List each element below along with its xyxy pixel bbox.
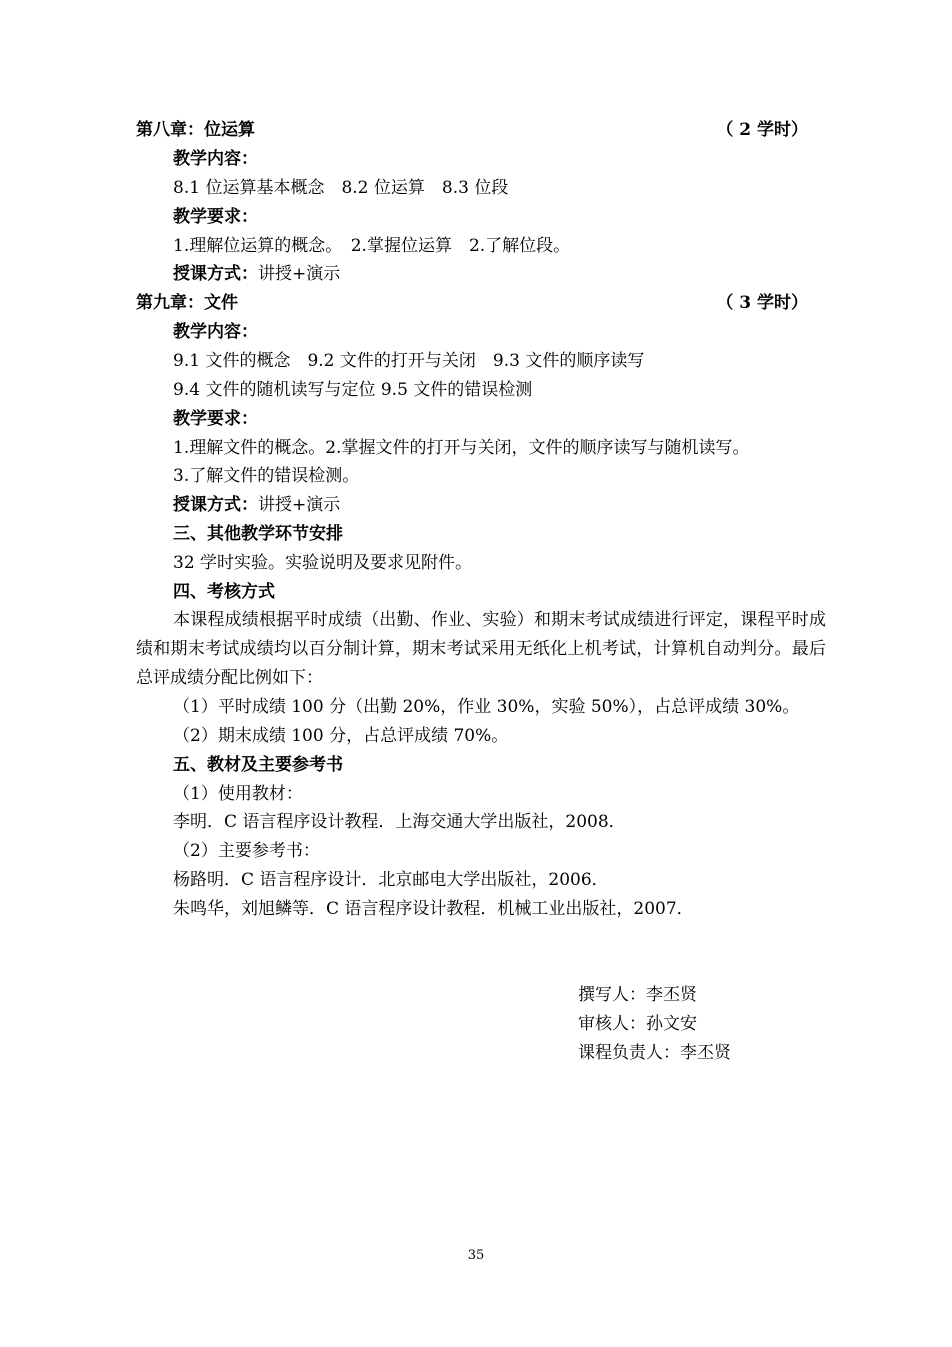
reference-entry-1: 杨路明．C 语言程序设计．北京邮电大学出版社，2006． [173,870,609,890]
chapter-8-requirements: 1.理解位运算的概念。 2.掌握位运算 2.了解位段。 [173,236,571,256]
section-4-heading: 四、考核方式 [173,582,275,602]
section-4-item-1: （1）平时成绩 100 分（出勤 20%，作业 30%，实验 50%），占总评成绩 30%。 [173,697,800,717]
course-owner-signature: 课程负责人：李丕贤 [578,1043,731,1063]
chapter-9-requirements-line1: 1.理解文件的概念。2.掌握文件的打开与关闭，文件的顺序读写与随机读写。 [173,438,750,458]
textbook-entry: 李明．C 语言程序设计教程．上海交通大学出版社，2008． [173,812,626,832]
chapter-8-method [173,260,340,288]
chapter-9-title: 第九章：文件 [136,293,238,313]
chapter-8-content-label: 教学内容： [173,149,258,169]
chapter-8-method-value: 讲授+演示 [258,264,341,284]
chapter-9-heading [136,289,808,317]
chapter-8-hours: （ 2 学时） [716,120,808,140]
reviewer-signature: 审核人：孙文安 [578,1014,697,1034]
chapter-9-method [173,491,340,519]
chapter-8-requirements-label: 教学要求： [173,207,258,227]
textbook-label: （1）使用教材： [173,784,303,804]
chapter-8-method-label: 授课方式： [173,264,258,284]
references-label: （2）主要参考书： [173,841,320,861]
chapter-9-requirements-label: 教学要求： [173,409,258,429]
chapter-9-content-line1: 9.1 文件的概念 9.2 文件的打开与关闭 9.3 文件的顺序读写 [173,351,645,371]
chapter-9-content-label: 教学内容： [173,322,258,342]
chapter-8-content: 8.1 位运算基本概念 8.2 位运算 8.3 位段 [173,178,509,198]
chapter-9-hours: （ 3 学时） [716,293,808,313]
chapter-8-heading [136,116,808,144]
page-number: 35 [467,1248,485,1263]
chapter-9-requirements-line2: 3.了解文件的错误检测。 [173,466,360,486]
chapter-9-method-label: 授课方式： [173,495,258,515]
chapter-9-content-line2: 9.4 文件的随机读写与定位 9.5 文件的错误检测 [173,380,533,400]
chapter-9-method-value: 讲授+演示 [258,495,341,515]
section-3-heading: 三、其他教学环节安排 [173,524,343,544]
section-5-heading: 五、教材及主要参考书 [173,755,343,775]
chapter-8-title: 第八章：位运算 [136,120,255,140]
section-4-paragraph: 本课程成绩根据平时成绩（出勤、作业、实验）和期末考试成绩进行评定，课程平时成绩和期末考试成绩均以百分制计算，期末考试采用无纸化上机考试，计算机自动判分。最后总评成绩分配比例如下： [136,610,826,688]
section-4-item-2: （2）期末成绩 100 分，占总评成绩 70%。 [173,726,509,746]
writer-signature: 撰写人：李丕贤 [578,985,697,1005]
reference-entry-2: 朱鸣华，刘旭鳞等．C 语言程序设计教程．机械工业出版社，2007． [173,899,694,919]
section-3-text: 32 学时实验。实验说明及要求见附件。 [173,553,473,573]
